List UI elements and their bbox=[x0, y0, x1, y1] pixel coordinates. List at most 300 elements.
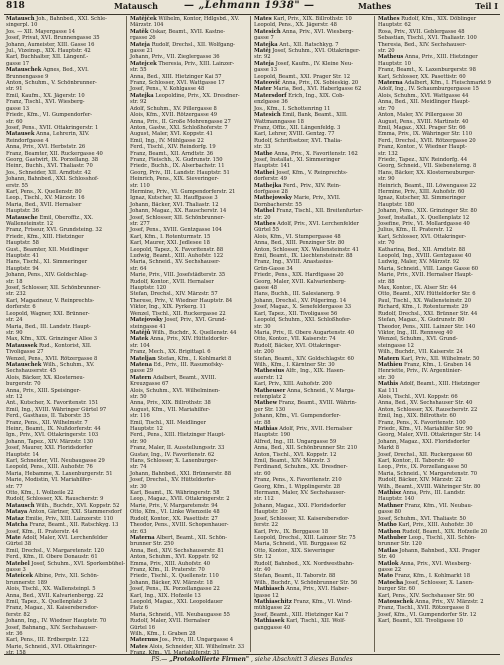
entry-details: Otto, Kontor., XIX. Sieveringer bbox=[254, 547, 335, 554]
entry-surname: Mathel bbox=[254, 208, 275, 215]
entry-details: Anna, Priv., XIII. Hietzinger bbox=[404, 54, 478, 61]
entry-surname: Matek bbox=[130, 336, 149, 343]
entry-details: str. 30 bbox=[254, 323, 271, 330]
entry-details: Johann, Tapez., XIV. Märzstr. 130 bbox=[6, 438, 94, 445]
entry-details: Anna, Priv., XVI. Wiesberg- bbox=[400, 560, 472, 567]
entry-surname: Matěk bbox=[130, 28, 149, 35]
entry-details: Viktor, Ing., XIX. Pyrkerg. 11 bbox=[130, 304, 207, 311]
entry-details: Rudolf, Bäcker, XIV. Märzstr. 22 bbox=[378, 477, 462, 484]
entry-details: Märzstr. 104 bbox=[130, 22, 164, 29]
entry-details: Markt 8 bbox=[378, 445, 400, 452]
entry-surname: Materna bbox=[378, 80, 403, 87]
entry-details: Franz, Fleischh., X. Gudrunstr. 150 bbox=[130, 156, 223, 163]
entry-details: Josef, Installat., XI. Simmeringer bbox=[254, 156, 341, 163]
entry-details: Otto, Kfm., VI. Linke Wienzeile 48 bbox=[130, 509, 220, 516]
directory-entry bbox=[130, 93, 250, 99]
entry-details: Franz, Tischl., XVII. Rötzergasse 8 bbox=[378, 605, 470, 612]
entry-surname: Matlok bbox=[378, 560, 399, 567]
entry-details: burger Str. 60 bbox=[378, 586, 416, 593]
entry-details: Paul, Tischl., XX. Wallensteinstr. 20 bbox=[378, 297, 472, 304]
entry-details: Emil, Kaufm., XX. Jägerstr. 10 bbox=[6, 92, 85, 99]
entry-details: Ferd., Pens., XIII. Hietzinger Haupt- bbox=[130, 432, 226, 439]
entry-details: Josef, Installat., X. Quellenplatz 12 bbox=[378, 214, 470, 221]
entry-details: Alfred, Ing., III. Ungargasse 59 bbox=[254, 438, 337, 445]
entry-details: Josef, Kfm., V. Reinprechts- bbox=[276, 169, 348, 176]
entry-details: ganggasse 40 bbox=[254, 624, 291, 631]
entry-details: Karl, Lehrer, XVIII. Gentzg. 77 bbox=[254, 131, 335, 138]
entry-surname: Mathejowsky bbox=[254, 195, 292, 202]
entry-details: Josef, Schlosser, X. Laxen- bbox=[404, 579, 474, 586]
entry-details: Platz 6 bbox=[130, 605, 149, 612]
entry-details: Leopold, Pens., XX. Jägerstr. 48 bbox=[254, 22, 337, 29]
entry-details: str. 90 bbox=[6, 329, 23, 336]
directory-entry bbox=[378, 618, 498, 624]
entry-details: Leop., Priv., IX. Porzellangasse 50 bbox=[378, 464, 468, 471]
entry-details: Johann, Kfm., VI. Gumpendorfer- bbox=[254, 413, 341, 420]
entry-details: Emil, Beamt., IX. Liechtensteinstr. 88 bbox=[254, 253, 353, 260]
entry-details: Karl, Buchhalter, XII. Längenf.- bbox=[6, 54, 89, 61]
entry-details: Friedr., Kfm., VI. Mariahilfer Str. 90 bbox=[378, 426, 473, 432]
entry-details: Franz, Kfm., VI. Wind- bbox=[293, 598, 353, 605]
entry-details: Emil, Bank, Beamt., XIII. bbox=[282, 112, 348, 119]
entry-details: Alois, Tischl., XX. Wallensteinpl. 5 bbox=[6, 586, 96, 593]
entry-details: dorfgasse 28 bbox=[254, 188, 288, 195]
entry-details: dorferstr. 49 bbox=[254, 176, 287, 183]
entry-details: Johann, Magaz., XX. Rauscherstr. 14 bbox=[130, 208, 227, 215]
entry-details: Karl, Maurer, XXI. Jedlesee 18 bbox=[130, 240, 210, 247]
entry-surname: Mathieu bbox=[378, 361, 403, 368]
entry-details: Rudolf, Maler, XVII. Hernalser bbox=[130, 618, 210, 625]
entry-details: Theresia, Priv., XIII. Lainzer- bbox=[158, 60, 235, 67]
entry-details: Rudolf, Bahnbed., XX. Nordwestbahn- bbox=[254, 560, 354, 567]
entry-details: Anna, Bed., XIV. Sechshauserstr. 81 bbox=[130, 547, 224, 554]
entry-details: Sebastian, Tischl., XVI. Thaliastr. 100 bbox=[378, 35, 477, 42]
page-footer bbox=[4, 654, 500, 665]
entry-details: Ignaz, Kutscher, XI. Simmeringer bbox=[378, 195, 466, 202]
entry-details: Anna, Bed., XIII. Hietzinger Kai 57 bbox=[130, 73, 222, 80]
entry-surname: Matesich bbox=[254, 28, 281, 35]
entry-details: Friedr., Tischl., X. Quellenstr. 110 bbox=[130, 573, 219, 580]
entry-details: Kreuzgasse 67 bbox=[130, 381, 169, 388]
entry-details: Karl, Beamt., IX. Währingerstr. 58 bbox=[130, 490, 220, 497]
entry-details: Reindorfgasse 4 bbox=[6, 137, 49, 144]
entry-details: Marie, Schneid., XVI. Ottakringer- bbox=[6, 643, 97, 650]
entry-details: singerpl. 10 bbox=[6, 22, 38, 29]
entry-details: Ludwig, Maler, XV. Märzstr. 92 bbox=[378, 259, 460, 266]
entry-details: Adolf, Priv., XVII. Hernalser bbox=[279, 426, 353, 432]
entry-details: Adolf, Priv., XVI. Lerchenfelder bbox=[277, 221, 359, 227]
entry-surname: Matejka bbox=[254, 41, 278, 48]
entry-details: Johann, Bahnbed., XXI. Prager bbox=[399, 547, 480, 554]
entry-details: Alois, Bäcker, XX. Klosterneu- bbox=[6, 374, 85, 381]
footer-prefix: PS.— bbox=[151, 656, 168, 663]
entry-details: Johann, Magaz., XXI. Floridsdorfer bbox=[378, 438, 470, 445]
entry-details: Anna, Priv., II. Große Mohrengasse 27 bbox=[130, 118, 231, 125]
entry-details: Hans, Schlosser, X. Laxenburger- bbox=[130, 458, 218, 465]
entry-details: str. 74 bbox=[130, 464, 147, 471]
entry-details: Josef, Pens., XVIII. Gentzgasse 104 bbox=[130, 227, 222, 234]
entry-details: Rosa, Priv., XVII. Geblergasse 48 bbox=[378, 28, 465, 35]
entry-details: Johann, Bahnbed., XXI. Schlosshof- bbox=[6, 176, 99, 183]
entry-details: steingasse 41 bbox=[130, 323, 166, 330]
entry-details: Wenzel, Schuhm., XVI. Grund- bbox=[378, 336, 458, 343]
entry-details: rgasse 26 bbox=[130, 35, 156, 42]
entry-surname: Matocha bbox=[378, 579, 404, 586]
entry-details: Anton, Maler, XV. Pillergasse 30 bbox=[378, 112, 463, 119]
entry-surname: Matouschek bbox=[378, 598, 414, 605]
directory-entry bbox=[254, 208, 374, 214]
entry-details: Karl, Ing., XIX. Hofzeile 13 bbox=[130, 592, 201, 599]
entry-details: Alois, Schneider, XII. Wilhelmstr. 33 bbox=[149, 643, 245, 650]
entry-details: burgerstr. 70 bbox=[6, 381, 41, 388]
entry-details: Adalbert, Beamt., XVIII. bbox=[152, 374, 217, 381]
entry-details: Anna, Bed., XIII. Penzinger Str. 80 bbox=[254, 240, 345, 247]
entry-details: Ludwig, Beamt., XIII. Auhofstr. 122 bbox=[130, 253, 224, 260]
entry-surname: Mathias bbox=[254, 426, 278, 432]
entry-details: str. 77 bbox=[6, 483, 23, 490]
entry-surname: Matejovsky bbox=[130, 317, 163, 324]
entry-details: Maria, Schneid., VII. Neubaugasse 55 bbox=[130, 611, 230, 618]
entry-details: Franz, Beamt., XII. Ratschkyg. 13 bbox=[29, 522, 119, 529]
entry-details: Franz, Kfm., I. Kohlmarkt 18 bbox=[394, 573, 471, 580]
entry-details: Adolf, Beamt., XIII. Hietzinger bbox=[399, 381, 480, 388]
entry-details: Anna, Priv., XIII. Speisinger- bbox=[6, 387, 81, 394]
entry-details: Emil, Magaz., XXI. Prager Str. 66 bbox=[378, 124, 466, 131]
entry-details: August, Pens., XVIII. Martinstr. 40 bbox=[378, 118, 469, 125]
entry-details: Wenzel, Pens., XVII. Rötzergasse 8 bbox=[6, 355, 98, 362]
column-3 bbox=[252, 16, 375, 652]
entry-details: gasse 3 bbox=[6, 566, 26, 573]
entry-details: Franz, Beamt., XVIII. Währin- bbox=[278, 400, 357, 407]
entry-surname: Mateljan bbox=[130, 355, 156, 362]
entry-details: Johann, Bäcker, XVI. Thaliastr. 12 bbox=[130, 201, 219, 208]
entry-details: Franz, Tischl., XII. Breitenfurter- bbox=[276, 208, 364, 215]
directory-entry bbox=[130, 61, 250, 67]
entry-details: Wilhelm, Kontor, Hdlgsbd., XV. bbox=[158, 16, 240, 22]
entry-details: Wilh., Buchdr., XVI. Koppstr. 52 bbox=[36, 502, 120, 509]
entry-details: Gürtel 16 bbox=[130, 624, 156, 631]
entry-details: Kai 111 bbox=[378, 387, 399, 394]
entry-details: lgasse 12 bbox=[254, 592, 279, 599]
entry-details: Ignaz, Kutscher, XI. Hauffgasse 3 bbox=[130, 195, 218, 202]
entry-details: Hauptstr. 14 bbox=[6, 451, 39, 458]
entry-details: Ign., Priv., XVI. Ottakringerstr. 103 bbox=[6, 432, 99, 439]
entry-details: Karl, Kfm., I. Rotenturmstr. 15 bbox=[130, 233, 211, 240]
entry-details: Adolf, Maler, XVI. Lerchenfelder bbox=[22, 534, 108, 541]
entry-details: str. 158 bbox=[6, 650, 26, 657]
entry-details: Johann, Magaz., XXI. Floridsdorfer bbox=[254, 502, 346, 509]
entry-details: Anna, Priv., XVI. Herbststr. 26 bbox=[6, 144, 86, 151]
directory-entry bbox=[254, 48, 374, 54]
entry-details: Johann, Bahnbed., XXI. Brünnerstr. 88 bbox=[130, 470, 232, 477]
entry-surname: Matern bbox=[130, 374, 152, 381]
entry-details: Oskar, Beamt., XVII. Kastne- bbox=[150, 28, 226, 35]
entry-details: str. 70 bbox=[378, 105, 395, 112]
entry-details: str. 104 bbox=[130, 342, 150, 349]
entry-details: Stefan, Beamt., XIV. Goldschlagstr. 60 bbox=[254, 355, 354, 362]
entry-details: str. 12 bbox=[6, 393, 23, 400]
entry-details: Ferd., Priv., XIV. Rein- bbox=[283, 182, 341, 189]
entry-details: Johann, Drechsl., XV. Pilgerimg. 14 bbox=[254, 297, 347, 304]
entry-details: Rudolf, Kontor., XVII. Hernalser bbox=[130, 278, 214, 285]
entry-details: Maria, Hebamme, X. Laxenburgerstr. 51 bbox=[6, 470, 113, 477]
entry-details: Maria, Schneid., VII. Burggasse 62 bbox=[254, 541, 347, 548]
entry-surname: Matena bbox=[130, 361, 152, 368]
entry-details: Friedr., Tapez., XIV. Reindorfg. 44 bbox=[378, 156, 468, 163]
entry-details: Georg, Priv., III. Landstr. Hauptstr. 51 bbox=[130, 169, 230, 176]
entry-surname: Mato bbox=[378, 573, 393, 580]
entry-details: Friedr., Pens., XIX. Hardtgasse 20 bbox=[254, 272, 344, 279]
entry-details: Friedr., Kfm., VI. Gumpendorfer- bbox=[6, 112, 93, 119]
entry-details: August, Maler, XVI. Koppstr. 41 bbox=[130, 131, 213, 138]
entry-details: dorferstr. 6 bbox=[6, 304, 36, 311]
entry-details: Leopold, Schuhm., XXI. Schloßhofer- bbox=[254, 317, 352, 324]
entry-surname: Mathiasch bbox=[254, 586, 285, 593]
entry-details: retenplatz 2 bbox=[254, 393, 286, 400]
entry-details: Anton, Schlosser, XX. Rauscherstr. 22 bbox=[378, 406, 478, 413]
entry-surname: Mathew bbox=[254, 400, 278, 407]
entry-details: ferstr. 22 bbox=[254, 522, 279, 529]
entry-details: Henriette, Priv., IV. Argentinier- bbox=[378, 368, 462, 375]
entry-details: Therese, Priv., V. Wiedner Hauptstr. 84 bbox=[130, 297, 233, 304]
entry-details: str. 20 bbox=[378, 48, 395, 55]
entry-details: Max, Kontor., IX. Alser Str. 44 bbox=[378, 285, 457, 292]
entry-details: Leop., Magaz., XVII. Ottakringerstr. 2 bbox=[130, 496, 230, 503]
entry-surname: Matersdorf bbox=[254, 92, 287, 99]
entry-surname: Mathejka bbox=[254, 182, 282, 189]
entry-details: Emma, Priv., IX. Währinger Str. 110 bbox=[378, 131, 473, 138]
entry-details: Alois, Tischl., XVI. Koppstr. 66 bbox=[378, 393, 458, 400]
entry-surname: Matausch bbox=[6, 502, 35, 509]
entry-details: Leopoldine, Priv., XX. Dresdner- bbox=[155, 92, 240, 99]
entry-details: gasse 17 bbox=[6, 60, 30, 67]
entry-details: Wilh., Beamt., XVIII. Währinger Str. 80 bbox=[378, 483, 481, 490]
entry-details: str. 92 bbox=[130, 99, 147, 106]
entry-details: Hauptstr. 190 bbox=[254, 432, 291, 439]
entry-details: Agnes, Bed., XVI. bbox=[43, 67, 89, 74]
entry-details: Stefan, Drechsl., XIV. Märzstr. 57 bbox=[130, 291, 218, 298]
entry-details: str. 63 bbox=[130, 528, 147, 535]
entry-details: Franz, Pens., X. Favoritenstr. 100 bbox=[378, 419, 466, 426]
entry-details: Josef, Schlosser, XII. Schönbrunner- bbox=[6, 285, 101, 292]
entry-details: Karl, Schneider, VII. Neubaugasse 29 bbox=[6, 458, 105, 465]
entry-details: Wilh., Kfm., I. Kärntner Str. 30 bbox=[254, 361, 335, 368]
entry-details: Franz, Beamter, XII. Ruckergasse 40 bbox=[6, 150, 103, 157]
entry-surname: Mathe bbox=[254, 150, 273, 157]
entry-details: Friedr., Kfm., XIII. Hietzinger bbox=[6, 233, 84, 240]
entry-details: Marie, Priv., VIII. Josefstädterstr. 35 bbox=[130, 272, 226, 279]
entry-details: Anna, Bed., XII. Schönbrunner Str. 210 bbox=[254, 445, 358, 452]
entry-surname: Matcha bbox=[6, 522, 28, 529]
entry-details: str. 36 bbox=[6, 631, 23, 637]
entry-details: Anton, Gastw., XXI. Schloßhoferstr. 7 bbox=[130, 124, 228, 131]
entry-surname: Matějček bbox=[130, 16, 157, 22]
entry-details: Leopold, Beamt., XXI. Prager Str. 12 bbox=[254, 73, 351, 80]
column-4 bbox=[376, 16, 498, 652]
entry-details: Stefan, Beamt., II. Taborstr. 88 bbox=[254, 573, 336, 580]
entry-details: Anna, Priv., III. Landstr. bbox=[402, 490, 466, 497]
entry-surname: Mathes bbox=[378, 16, 400, 22]
entry-details: gasse 21 bbox=[130, 48, 154, 55]
entry-details: Heinr., Buchh., XVI. Thaliastr. 70 bbox=[6, 163, 93, 170]
entry-surname: Mater bbox=[254, 86, 272, 93]
entry-surname: Matauschek bbox=[6, 67, 42, 74]
entry-details: Leop., Tischl., XII. Schön- bbox=[408, 534, 477, 541]
entry-details: str. 90 bbox=[130, 438, 147, 445]
entry-details: Anna, Priv., IX. Sobieskig. 20 bbox=[282, 80, 359, 87]
entry-details: Sechshauserstr. 45 bbox=[6, 368, 57, 375]
entry-details: Anton, Schuhm., XVI. Koppstr. 92 bbox=[130, 554, 219, 561]
entry-surname: Matejcek bbox=[130, 60, 157, 67]
entry-details: Emil, Drechsl., V. Margaretenstr. 120 bbox=[6, 547, 104, 554]
entry-details: gasse 7 bbox=[254, 35, 274, 42]
entry-surname: Mates bbox=[130, 643, 148, 650]
entry-details: Emil, Tapez., X. Quellenplatz 3 bbox=[6, 598, 87, 605]
entry-details: Leopold, Wagner, XXI. Brünner- bbox=[6, 310, 90, 317]
entry-details: Wattmanngasse 18 bbox=[254, 118, 304, 125]
entry-details: Gürtel 55 bbox=[254, 227, 280, 234]
entry-details: Leopold, Tapez., X. Favoritenstr. 88 bbox=[130, 246, 224, 253]
entry-details: Josef, Kaufm., IV. Kleine Neu- bbox=[275, 60, 353, 67]
entry-surname: Maternus bbox=[130, 637, 158, 644]
entry-surname: Mathon bbox=[378, 528, 401, 535]
entry-details: Maria, Bed., III. Landstr. Haupt- bbox=[6, 323, 91, 330]
entry-details: Hauptstr. 58 bbox=[6, 240, 39, 247]
entry-details: Ferd., Gasthaus, II. Taborstr. 35 bbox=[6, 413, 90, 420]
entry-details: Hauptstr. 120 bbox=[130, 285, 167, 292]
entry-details: Georg, Maler, XVII. Ottakringer Str. 14 bbox=[378, 432, 481, 439]
entry-surname: Matheus bbox=[378, 54, 404, 61]
entry-details: str. 116 bbox=[130, 413, 150, 420]
entry-surname: Matern bbox=[378, 355, 400, 362]
entry-details: Johann, Pens., XIX. Grinzinger Str. 80 bbox=[378, 208, 477, 215]
entry-details: Hauptstr. 140 bbox=[378, 496, 415, 503]
entry-details: gasse 13 bbox=[6, 105, 30, 112]
entry-details: Albine, Priv., XII. Schön- bbox=[34, 573, 99, 580]
entry-surname: Mathiaschitz bbox=[254, 598, 292, 605]
entry-details: str. 55 bbox=[130, 67, 147, 74]
entry-details: Hermine, Priv., XIII. Auhofstr. 60 bbox=[378, 188, 465, 195]
entry-details: Karl, Tischl., XII. Wolf- bbox=[286, 618, 346, 625]
entry-details: Josefine, Priv., VI. Mollardgasse 40 bbox=[378, 221, 470, 227]
entry-details: Karl, Priv., IX. Berggasse 18 bbox=[254, 528, 329, 535]
entry-details: Theodor, Pens., XVIII. Schopenhauer- bbox=[130, 522, 229, 529]
entry-surname: Matauschek bbox=[6, 361, 42, 368]
entry-details: str. 18 bbox=[6, 278, 23, 285]
entry-details: Anna, Priv., XIX. Billrothstr. 38 bbox=[130, 400, 211, 407]
entry-details: Josef, Schlosser, XI. Kaiserebersdor- bbox=[254, 515, 350, 522]
entry-details: str. 70 bbox=[378, 240, 395, 247]
entry-details: Max, Kfm., XIX. Grinzinger Allee 3 bbox=[6, 336, 98, 343]
entry-details: Josef, Priv., XVI. Grund- bbox=[164, 317, 227, 324]
entry-details: Rudolf, Schlosser, XX. Rauscherstr. 9 bbox=[6, 496, 104, 503]
entry-surname: Mataz bbox=[6, 515, 24, 522]
entry-surname: Mathes bbox=[254, 221, 276, 227]
entry-details: Josef, Kfm., II. Praterstr. 44 bbox=[6, 528, 79, 535]
entry-details: mühlgasse 22 bbox=[254, 605, 291, 612]
entry-details: Franz, Offiz., XII. Längenfeldg. 3 bbox=[254, 124, 341, 131]
entry-details: Anna, Priv., XV. Märzstr. 2 bbox=[415, 598, 484, 605]
entry-details: Emil, Beamt., XIV. Märzstr. 3 bbox=[254, 458, 330, 465]
entry-surname: Mathuber bbox=[378, 534, 407, 541]
entry-details: Rudolf, Bäcker, XVI. Ottakringer- bbox=[254, 342, 342, 349]
entry-details: Rudolf, Drechsl., XXI. Brünner Str. 44 bbox=[378, 310, 478, 317]
directory-columns bbox=[4, 16, 500, 657]
entry-details: Karl, Priv., XII. Wilhelmstr. 50 bbox=[400, 355, 480, 362]
entry-details: str. 112 bbox=[254, 496, 274, 503]
entry-details: Grün-Gasse 34 bbox=[254, 265, 293, 272]
entry-surname: Mataussek bbox=[6, 342, 38, 349]
entry-details: Rudolf, Schriftsetzer, XVI. Thalia- bbox=[254, 137, 342, 144]
entry-details: Hans, Bäcker, XX. Klosterneuburger- bbox=[378, 169, 476, 176]
entry-details: Wilh., Buchdr., VII. Kaiserstr. 24 bbox=[378, 349, 463, 356]
entry-details: Emil, Ing., XVIII. Währinger Gürtel 97 bbox=[6, 406, 107, 413]
entry-details: Emil, Oberoffiz., XX. bbox=[39, 214, 94, 221]
entry-details: str. 30 bbox=[130, 483, 147, 490]
entry-details: ferstr. 82 bbox=[6, 611, 31, 618]
entry-details: August, Kfm., VII. Mariahilfer- bbox=[130, 406, 211, 413]
entry-details: str. 232 bbox=[6, 291, 26, 298]
entry-details: Anton, Schlosser, XX. Wallensteinstr. 41 bbox=[254, 246, 359, 253]
entry-details: Theresia, Bed., XIV. Sechshauser- bbox=[378, 41, 467, 48]
entry-surname: Matěj bbox=[254, 48, 271, 55]
entry-details: steingasse 12 bbox=[378, 342, 414, 349]
entry-details: Jul., Vizeinsp., XIX. Hauptstr. 42 bbox=[6, 48, 91, 55]
entry-details: Adalbert, Kfm., I. Fleischmarkt 9 bbox=[404, 80, 491, 87]
entry-details: Josef, Schuhm., XVI. Thaliastr. 50 bbox=[378, 515, 466, 522]
entry-details: str. 90 bbox=[378, 176, 395, 183]
entry-details: Maria, Schneid., V. Margaretenstr. 70 bbox=[378, 470, 478, 477]
entry-details: Stefan, Magaz., X. Gudrunstr. 80 bbox=[378, 317, 465, 324]
entry-details: Josef, Drechsl., XV. Hütteldorfer- bbox=[130, 477, 216, 484]
entry-details: Franz, Beamt., XII. Arndtstr. 36 bbox=[130, 150, 214, 157]
entry-details: Jos. — XII. Mayergasse 14 bbox=[6, 28, 76, 35]
entry-details: Ferd., Kfm., II. Obere Donaustr. 61 bbox=[6, 554, 98, 561]
entry-surname: Matejka bbox=[130, 92, 154, 99]
entry-details: Karl, Pens., X. Quellenstr. 80 bbox=[6, 188, 82, 195]
entry-surname: Matausch bbox=[6, 16, 35, 22]
entry-surname: Mateja bbox=[254, 60, 275, 67]
entry-details: gasse 29 bbox=[130, 368, 154, 375]
entry-details: Ferd., Tischl., XIV. Reindorfg. 19 bbox=[130, 144, 216, 151]
entry-details: Julius, Kfm., II. Praterstr. 12 bbox=[378, 227, 453, 234]
entry-details: Anton, Tischl., XVI. Koppstr. 12 bbox=[254, 451, 337, 458]
entry-details: Ant., Kutscher, X. Favoritenstr. 151 bbox=[6, 400, 99, 407]
entry-surname: Matausche bbox=[6, 214, 38, 221]
entry-details: str. 64 bbox=[130, 265, 147, 272]
entry-details: Rudolf, Kontor., XX. Pasettistr. 27 bbox=[130, 515, 218, 522]
entry-details: Wilh., Buchdr., X. Quellenstr. 44 bbox=[152, 329, 237, 336]
entry-details: Emma, Priv., XIII. Auhofstr. 40 bbox=[130, 560, 211, 567]
entry-details: Alois, Kfm., VI. Stumpergasse 48 bbox=[254, 233, 341, 240]
entry-details: Brunnengasse 9 bbox=[6, 73, 49, 80]
header-keyword-left: Matausch bbox=[114, 1, 158, 11]
entry-details: Josef, Schlosser, XII. Schönbrunner- bbox=[130, 214, 225, 221]
entry-details: Anna, Bed., XV. Sechshauser Str. 40 bbox=[378, 400, 473, 407]
entry-details: Josef, Maurer, XXI. Floridsdorfer bbox=[6, 445, 93, 452]
entry-surname: Materna bbox=[130, 534, 155, 541]
entry-details: Georg, Kfm., I. Wipplingerstr. 28 bbox=[254, 483, 341, 490]
entry-surname: Mathisz bbox=[378, 490, 402, 497]
entry-details: Leopold, Pens., XIII. Auhofstr. 76 bbox=[6, 464, 93, 471]
entry-details: Anton, Gärtner, XXI. Stammersdorf bbox=[28, 509, 122, 516]
entry-details: Richard, Kfm., I. Rotenturmstr. 29 bbox=[378, 304, 468, 311]
entry-details: auerstr. 12 bbox=[254, 374, 283, 381]
directory-entry bbox=[254, 625, 374, 631]
footer-suffix: , siehe Abschnitt 3 dieses Bandes bbox=[250, 656, 353, 663]
entry-details: erstr. 55 bbox=[6, 182, 29, 189]
directory-page bbox=[4, 0, 500, 664]
